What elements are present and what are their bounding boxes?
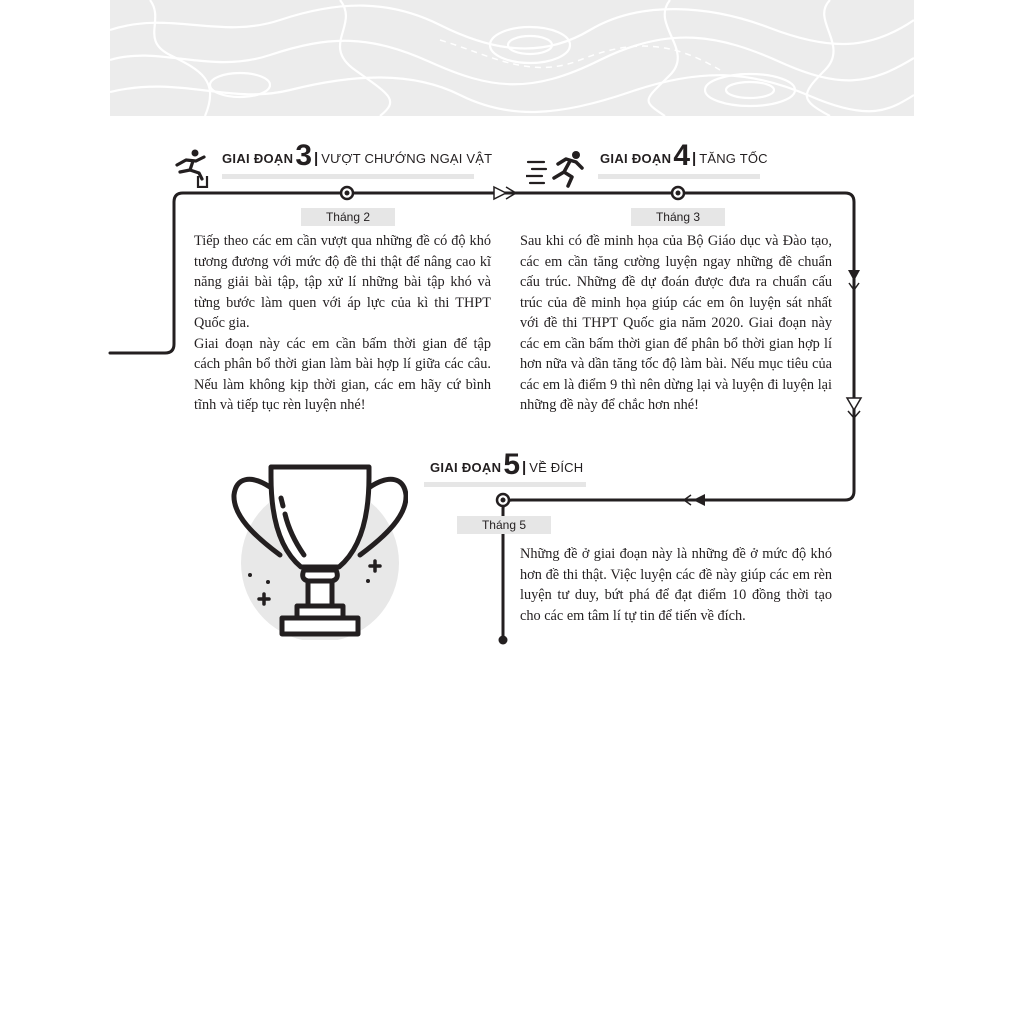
stage-3-paragraph-2: Giai đoạn này các em cần bấm thời gian để tập cách phân bổ thời gian làm bài hợp lí giữa các câu. Nếu làm không kịp thời gian, các em hãy cứ bình tĩnh và tiếp tục rèn luyện nhé! (194, 335, 491, 413)
stage-3-number: 3 (295, 139, 312, 172)
stage-3-description (194, 231, 491, 416)
stage-5-prefix: GIAI ĐOẠN (430, 460, 502, 475)
stage-4-title (600, 139, 768, 172)
stage-5-number: 5 (503, 448, 520, 481)
stage-5-underline (424, 482, 586, 487)
trophy-icon (228, 460, 408, 645)
stage-4-separator: | (692, 150, 697, 167)
stage-4-description (520, 231, 832, 416)
stage-5-title (430, 448, 584, 481)
stage-5-description (520, 544, 832, 626)
stage-4-paragraph-1: Sau khi có đề minh họa của Bộ Giáo dục và Đào tạo, các em cần tăng cường luyện ngay những đề chuẩn cấu trúc. Những đề dự đoán được đưa ra chuẩn cấu trúc của đề minh họa giúp các em ôn luyện sát nhất với đề thi THPT Quốc gia năm 2020. Giai đoạn này các em cần bấm thời gian để phân bổ thời gian hợp lí hơn nữa và dần tăng tốc độ làm bài. Nếu mục tiêu của các em là điểm 9 thì nên dừng lại và luyện đi luyện lại những đề này để chắc hơn nhé! (520, 233, 832, 413)
stage-5-paragraph-1: Những đề ở giai đoạn này là những đề ở mức độ khó hơn đề thi thật. Việc luyện các đề này giúp các em rèn luyện tư duy, bứt phá để đạt điểm 10 đồng thời tạo cho các em tâm lí tự tin để tiến về đích. (520, 546, 832, 624)
stage-5-separator: | (522, 459, 527, 476)
stage-5-subtitle: VỀ ĐÍCH (529, 460, 584, 475)
stage-4-prefix: GIAI ĐOẠN (600, 151, 672, 166)
milestone-stage5 (497, 494, 509, 506)
stage-4-number: 4 (673, 139, 690, 172)
stage-3-subtitle: VƯỢT CHƯỚNG NGẠI VẬT (321, 151, 493, 166)
sprinter-icon (526, 150, 588, 193)
hurdle-jumper-icon (174, 148, 210, 193)
stage-5-month: Tháng 5 (457, 516, 551, 534)
timeline-end-dot (499, 636, 508, 645)
stage-3-paragraph-1: Tiếp theo các em cần vượt qua những đề có độ khó tương đương với mức độ đề thi thật để nâng cao kĩ năng giải bài tập, tập xử lí những bài tập khó và từng bước làm quen với áp lực của kì thi THPT Quốc gia. (194, 233, 491, 331)
stage-3-prefix: GIAI ĐOẠN (222, 151, 294, 166)
milestone-stage4 (672, 187, 684, 199)
stage-3-underline (222, 174, 474, 179)
stage-4-underline (598, 174, 760, 179)
stage-3-month: Tháng 2 (301, 208, 395, 226)
stage-3-separator: | (314, 150, 319, 167)
milestone-stage3 (341, 187, 353, 199)
stage-4-subtitle: TĂNG TỐC (699, 151, 768, 166)
stage-4-month: Tháng 3 (631, 208, 725, 226)
stage-3-title (222, 139, 493, 172)
